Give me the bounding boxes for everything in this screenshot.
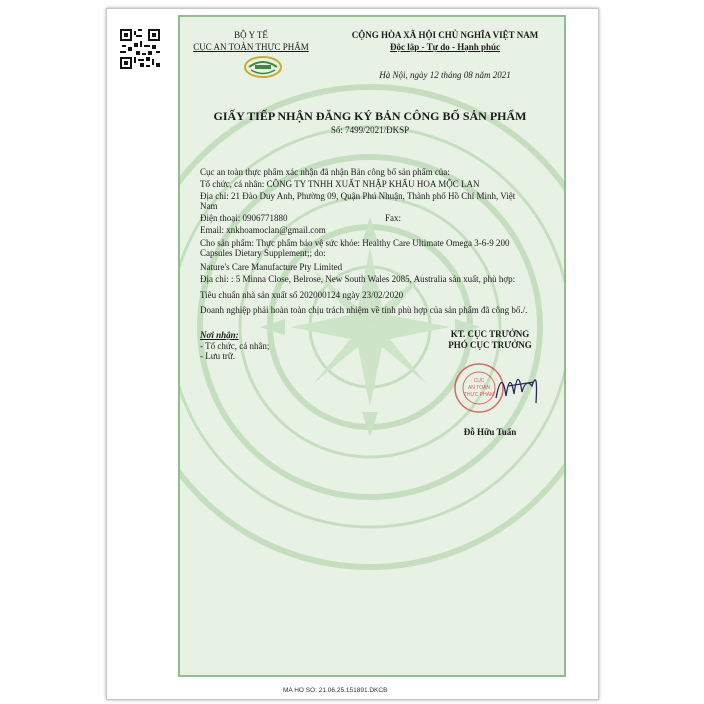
signer-title-2: PHÓ CỤC TRƯỞNG	[448, 340, 532, 350]
dossier-code: MA HO SO: 21.06.25.151891.DKCB	[283, 687, 388, 694]
manufacturer-address: Địa chỉ: : 5 Minna Close, Belrose, New South Wales 2085, Australia sản xuất, phù hợp:	[200, 274, 516, 284]
signer-title-1: KT. CỤC TRƯỞNG	[450, 329, 530, 339]
food-safety-logo-icon	[243, 55, 283, 79]
document-title: GIẤY TIẾP NHẬN ĐĂNG KÝ BẢN CÔNG BỐ SẢN PHẨM	[213, 109, 527, 123]
signer-name: Đỗ Hữu Tuấn	[463, 427, 517, 437]
organization: Tổ chức, cá nhân: CÔNG TY TNHH XUẤT NHẬP KHẨU HOA MỘC LAN	[200, 179, 480, 189]
document-number: Số: 7499/2021/ĐKSP	[330, 125, 410, 135]
responsibility-statement: Doanh nghiệp phải hoàn toàn chịu trách nhiệm về tính phù hợp của sản phẩm đã công bố./.	[200, 305, 528, 315]
address-line-1: Địa chỉ: 21 Đào Duy Anh, Phường 09, Quận Phú Nhuận, Thành phố Hồ Chí Minh, Việt	[200, 191, 516, 201]
email: Email: xnkhoamoclan@gmail.com	[200, 225, 326, 235]
place-and-date: Hà Nội, ngày 12 tháng 08 năm 2021	[379, 70, 511, 80]
product-line-1: Cho sản phẩm: Thực phẩm bảo vệ sức khỏe: Healthy Care Ultimate Omega 3-6-9 200	[200, 238, 510, 248]
recipient-item: - Tổ chức, cá nhân;	[200, 341, 270, 351]
manufacturer: Nature's Care Manufacture Pty Limited	[200, 262, 343, 272]
department-name: CỤC AN TOÀN THỰC PHẨM	[193, 42, 309, 52]
country-name: CỘNG HÒA XÃ HỘI CHỦ NGHĨA VIỆT NAM	[351, 30, 539, 40]
handwritten-signature	[488, 358, 548, 413]
recipient-item: - Lưu trữ.	[200, 351, 235, 361]
svg-text:AN TOÀN: AN TOÀN	[467, 385, 491, 391]
intro-text: Cục an toàn thực phẩm xác nhận đã nhận Bản công bố sản phẩm của:	[200, 167, 450, 177]
bronze-drum-pattern	[178, 77, 566, 577]
address-line-2: Nam	[200, 201, 218, 211]
svg-text:CỤC: CỤC	[473, 378, 485, 384]
svg-text:THỰC PHẨM: THỰC PHẨM	[463, 392, 495, 398]
recipients-heading: Nơi nhận:	[200, 330, 239, 340]
standard: Tiêu chuẩn nhà sản xuất số 202000124 ngày 23/02/2020	[200, 290, 404, 300]
ministry-name: BỘ Y TẾ	[234, 30, 268, 40]
national-motto: Độc lập - Tự do - Hạnh phúc	[389, 42, 500, 52]
fax: Fax:	[385, 213, 402, 223]
qr-code	[120, 29, 160, 69]
product-line-2: Capsules Dietary Supplement;; do:	[200, 248, 326, 258]
phone: Điện thoại: 0906771880	[200, 213, 288, 223]
